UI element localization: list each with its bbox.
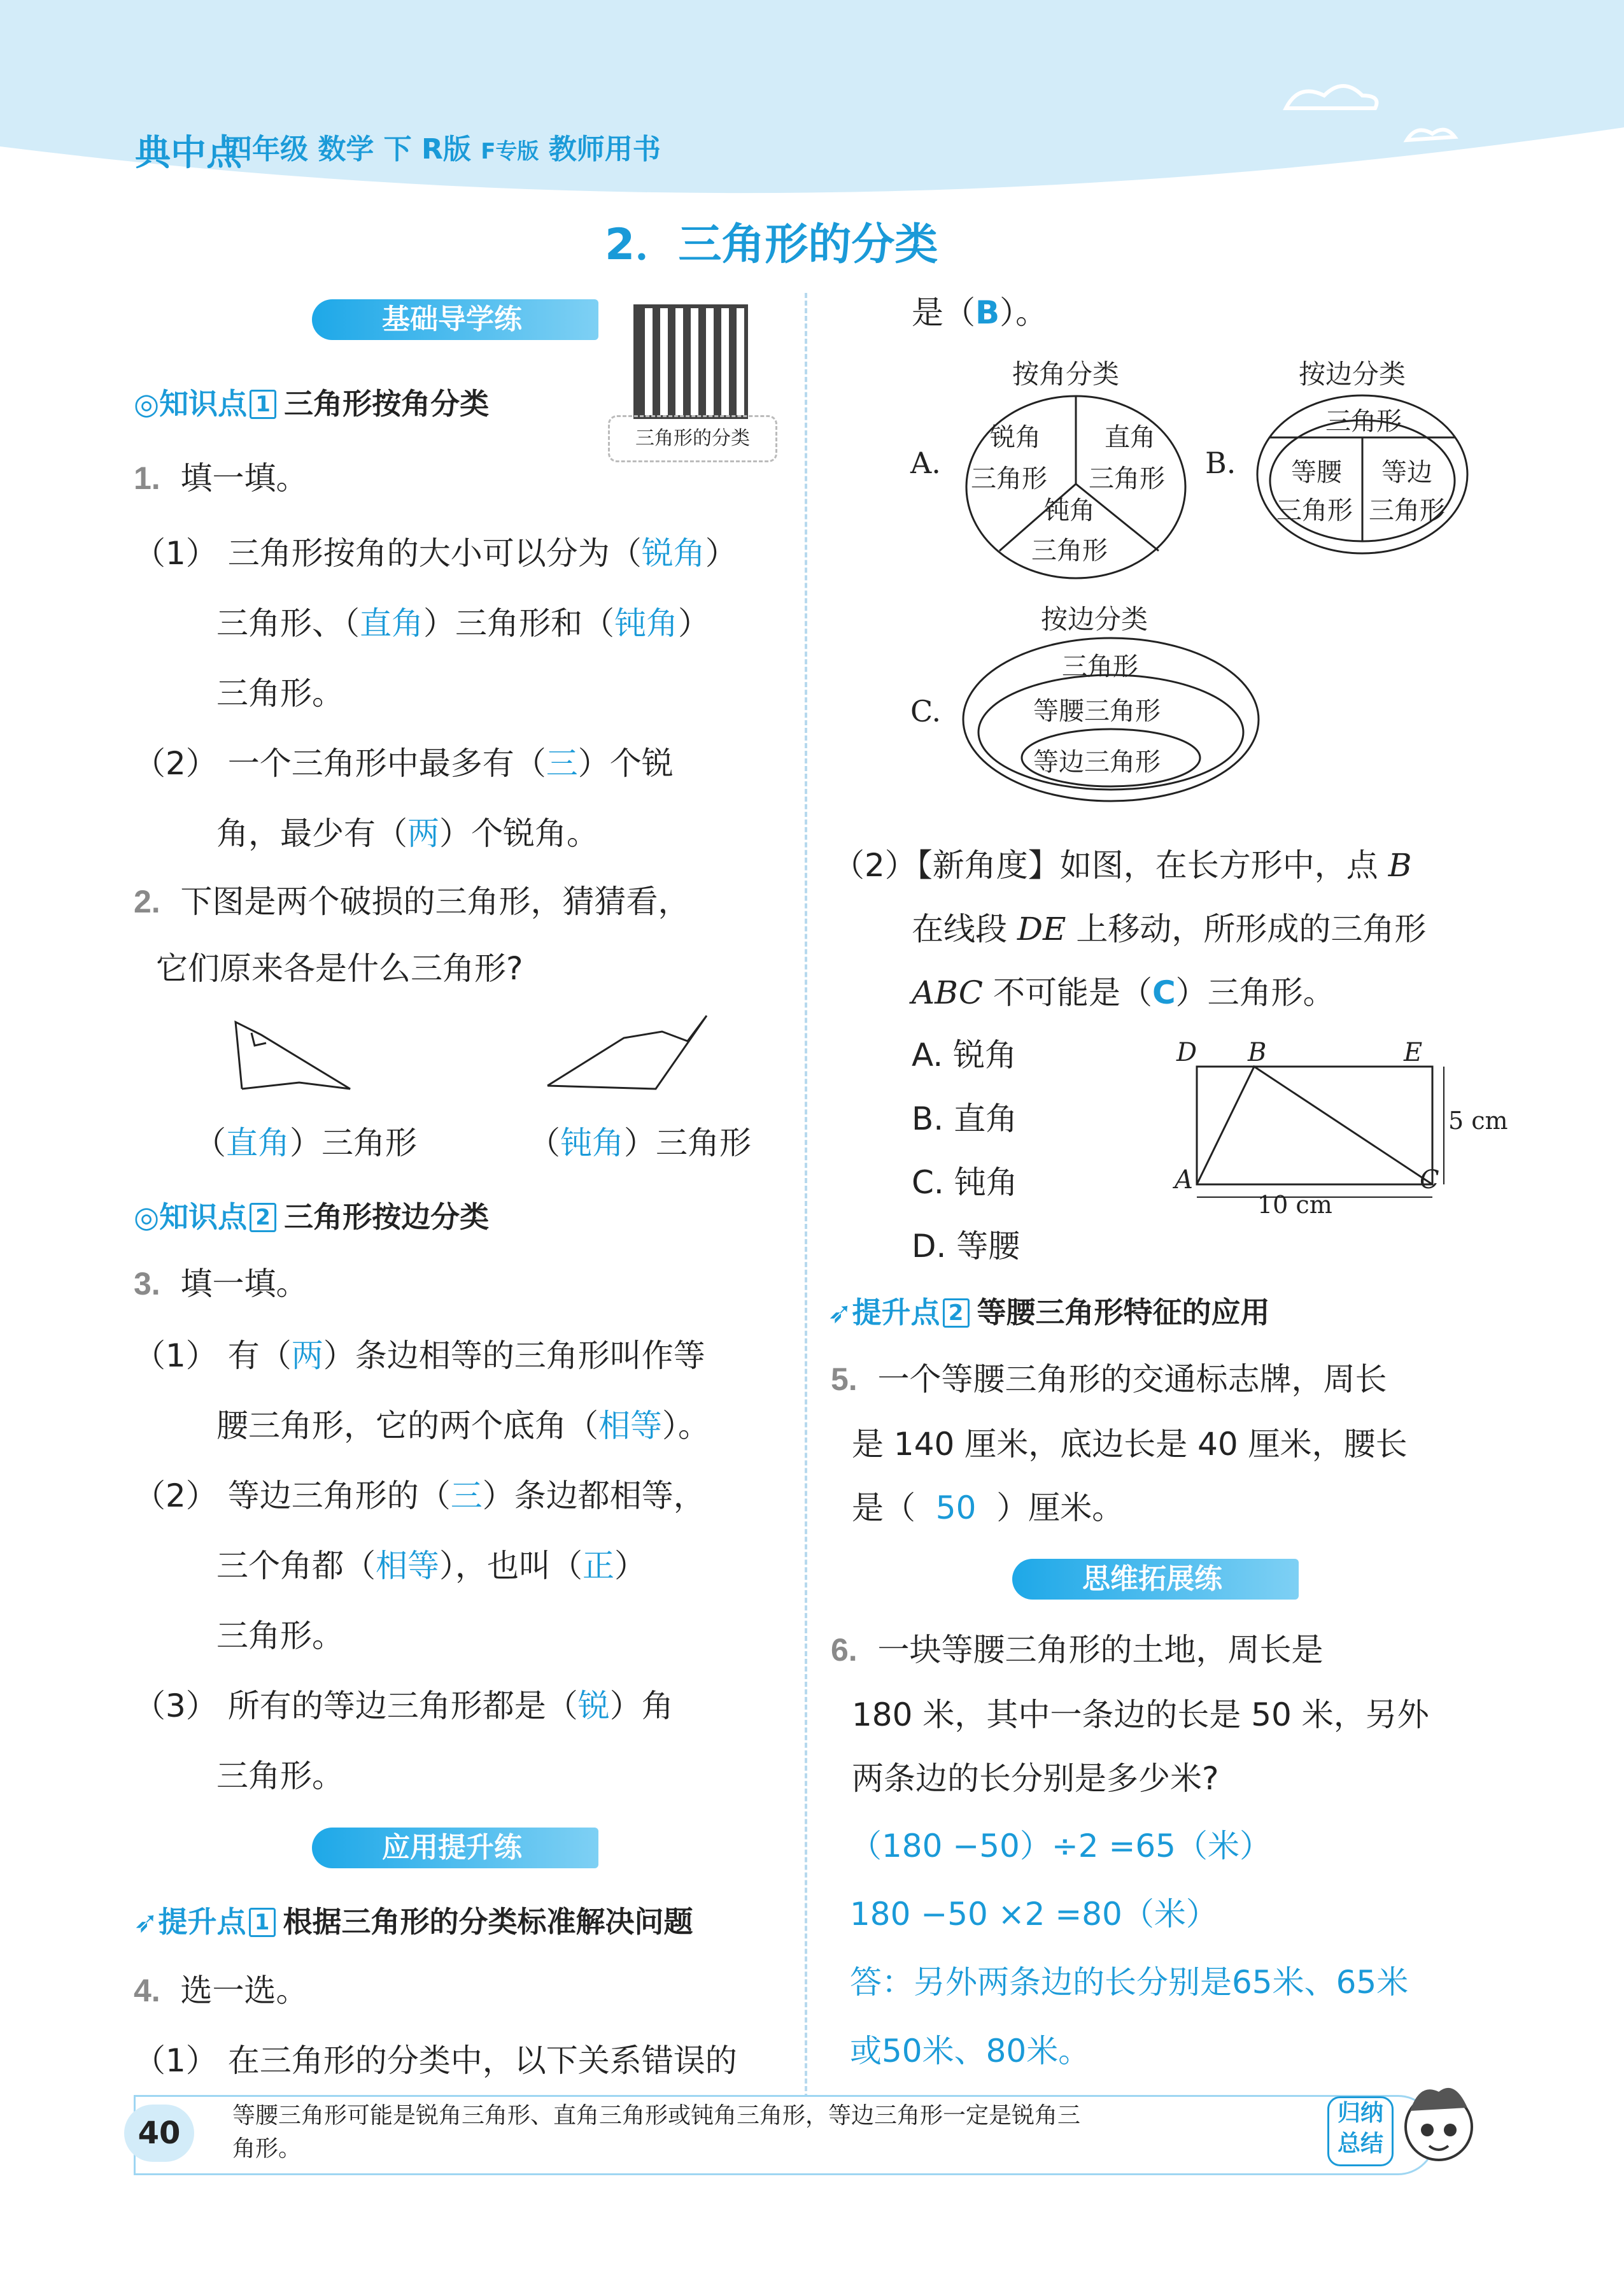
- q6-answer-2: 180 −50 ×2 =80（米）: [850, 1896, 1218, 1933]
- knowledge-point-2: ◎知识点 2 三角形按边分类: [134, 1200, 490, 1234]
- optB-s4b: 三角形: [1369, 496, 1445, 525]
- header-logo: 典中点: [135, 132, 242, 174]
- rocket-icon: ➶: [134, 1905, 159, 1939]
- q6-line1: 6. 一块等腰三角形的土地，周长是: [831, 1631, 1324, 1668]
- q4-part2-line1: （2）【新角度】如图，在长方形中，点 B: [833, 847, 1412, 884]
- summary-line2: 角形。: [232, 2136, 302, 2162]
- q6-line2: 180 米，其中一条边的长是 50 米，另外: [852, 1696, 1429, 1733]
- header-edition: R版: [421, 133, 471, 166]
- header-usage: 教师用书: [548, 133, 661, 166]
- q5-line3: 是（ 50 ）厘米。: [852, 1489, 1124, 1526]
- optA-s2: 直角: [1105, 423, 1155, 452]
- target-icon: ◎: [134, 1200, 160, 1234]
- fig-label-E: E: [1404, 1038, 1423, 1067]
- q6-answer-4: 或50米、80米。: [850, 2033, 1091, 2070]
- q2-broken-triangles-figure: [216, 1012, 726, 1108]
- q4-stem: 4. 选一选。: [134, 1972, 308, 2009]
- q4-choice-d: D. 等腰: [912, 1228, 1020, 1265]
- section-banner-basic: 基础导学练: [312, 299, 598, 340]
- fig-label-A: A: [1175, 1165, 1193, 1195]
- optB-s4a: 三角形: [1276, 496, 1353, 525]
- q4-choice-a: A. 锐角: [912, 1037, 1017, 1074]
- optA-s4a: 三角形: [971, 464, 1047, 493]
- summary-tag: 归纳 总结: [1327, 2096, 1394, 2166]
- fig-height-label: 5 cm: [1448, 1107, 1508, 1135]
- q3-part1-line1: （1） 有（两）条边相等的三角形叫作等: [134, 1337, 705, 1374]
- q2-answer-2: （钝角）三角形: [528, 1125, 751, 1161]
- qr-caption: 三角形的分类: [608, 415, 777, 462]
- q2-stem-line2: 它们原来各是什么三角形?: [156, 950, 523, 987]
- optB-title: 按边分类: [1299, 359, 1406, 390]
- tip-point-1: ➶提升点 1 根据三角形的分类标准解决问题: [134, 1905, 693, 1939]
- optA-s4c: 三角形: [1031, 536, 1108, 565]
- optC-s2: 等腰三角形: [1033, 697, 1161, 726]
- q4-part1-line2: 是（B）。: [912, 294, 1048, 331]
- tip-point-2: ➶提升点 2 等腰三角形特征的应用: [828, 1295, 1270, 1330]
- q3-part2-line1: （2） 等边三角形的（三）条边都相等，: [134, 1477, 705, 1514]
- qr-code[interactable]: [633, 304, 748, 419]
- optA-s1: 锐角: [990, 423, 1041, 452]
- page-title: 2．三角形的分类: [605, 220, 938, 270]
- summary-line1: 等腰三角形可能是锐角三角形、直角三角形或钝角三角形，等边三角形一定是锐角三: [232, 2103, 1081, 2129]
- q6-answer-3: 答：另外两条边的长分别是65米、65米: [850, 1964, 1409, 2001]
- optA-s4b: 三角形: [1089, 464, 1165, 493]
- header-background: [0, 0, 1624, 210]
- optA-s3: 钝角: [1044, 496, 1095, 525]
- column-divider: [805, 293, 807, 2114]
- target-icon: ◎: [134, 387, 160, 421]
- q1-stem: 1. 填一填。: [134, 460, 308, 497]
- header-special: F专版: [481, 139, 539, 164]
- optB-letter: B.: [1205, 446, 1236, 480]
- q5-line2: 是 140 厘米，底边长是 40 厘米，腰长: [852, 1426, 1408, 1463]
- fig-label-B: B: [1248, 1038, 1267, 1067]
- q4-choice-b: B. 直角: [912, 1100, 1018, 1137]
- optB-s2: 等腰: [1291, 458, 1342, 487]
- optA-letter: A.: [910, 446, 941, 480]
- q2-answer-1: （直角）三角形: [194, 1125, 417, 1161]
- q4-part1-line1: （1） 在三角形的分类中，以下关系错误的: [134, 2042, 737, 2079]
- optB-s1: 三角形: [1325, 407, 1402, 436]
- q1-part1-line3: 三角形。: [216, 675, 344, 712]
- q1-part2-line2: 角，最少有（两）个锐角。: [216, 815, 598, 852]
- q4-part2-line3: ABC 不可能是（C）三角形。: [912, 974, 1335, 1011]
- optC-s3: 等边三角形: [1033, 748, 1161, 777]
- fig-label-C: C: [1420, 1165, 1439, 1195]
- q2-stem-line1: 2. 下图是两个破损的三角形，猜猜看，: [134, 883, 690, 920]
- q1-part1-line1: （1） 三角形按角的大小可以分为（锐角）: [134, 535, 737, 572]
- section-banner-think: 思维拓展练: [1012, 1559, 1299, 1600]
- fig-label-D: D: [1176, 1038, 1197, 1067]
- header-book-info: [224, 126, 661, 167]
- optA-title: 按角分类: [1012, 359, 1120, 390]
- cartoon-boy-icon: [1397, 2082, 1480, 2178]
- q6-answer-1: （180 −50）÷2 =65（米）: [850, 1828, 1271, 1864]
- q4-part2-line2: 在线段 DE 上移动，所形成的三角形: [912, 911, 1427, 948]
- q3-part2-line3: 三角形。: [216, 1617, 344, 1654]
- optB-s3: 等边: [1381, 458, 1432, 487]
- optC-s1: 三角形: [1062, 652, 1138, 681]
- q3-part2-line2: 三个角都（相等），也叫（正）: [216, 1547, 646, 1584]
- q5-line1: 5. 一个等腰三角形的交通标志牌，周长: [831, 1361, 1387, 1398]
- knowledge-point-1: ◎知识点 1 三角形按角分类: [134, 387, 490, 421]
- section-banner-apply: 应用提升练: [312, 1828, 598, 1868]
- q3-part3-line2: 三角形。: [216, 1757, 344, 1794]
- page-number: 40: [124, 2105, 194, 2162]
- q1-part2-line1: （2） 一个三角形中最多有（三）个锐: [134, 745, 674, 782]
- fig-width-label: 10 cm: [1257, 1191, 1332, 1219]
- q3-part3-line1: （3） 所有的等边三角形都是（锐）角: [134, 1687, 674, 1724]
- q1-part1-line2: 三角形、（直角）三角形和（钝角）: [216, 605, 710, 642]
- q4-choice-c: C. 钝角: [912, 1164, 1018, 1201]
- q3-part1-line2: 腰三角形，它的两个底角（相等）。: [216, 1407, 710, 1444]
- header-grade: 四年级 数学 下: [224, 133, 412, 166]
- q6-line3: 两条边的长分别是多少米?: [852, 1760, 1219, 1797]
- optC-title: 按边分类: [1041, 604, 1148, 635]
- q3-stem: 3. 填一填。: [134, 1265, 308, 1302]
- rocket-icon: ➶: [828, 1295, 852, 1330]
- optC-letter: C.: [910, 694, 942, 728]
